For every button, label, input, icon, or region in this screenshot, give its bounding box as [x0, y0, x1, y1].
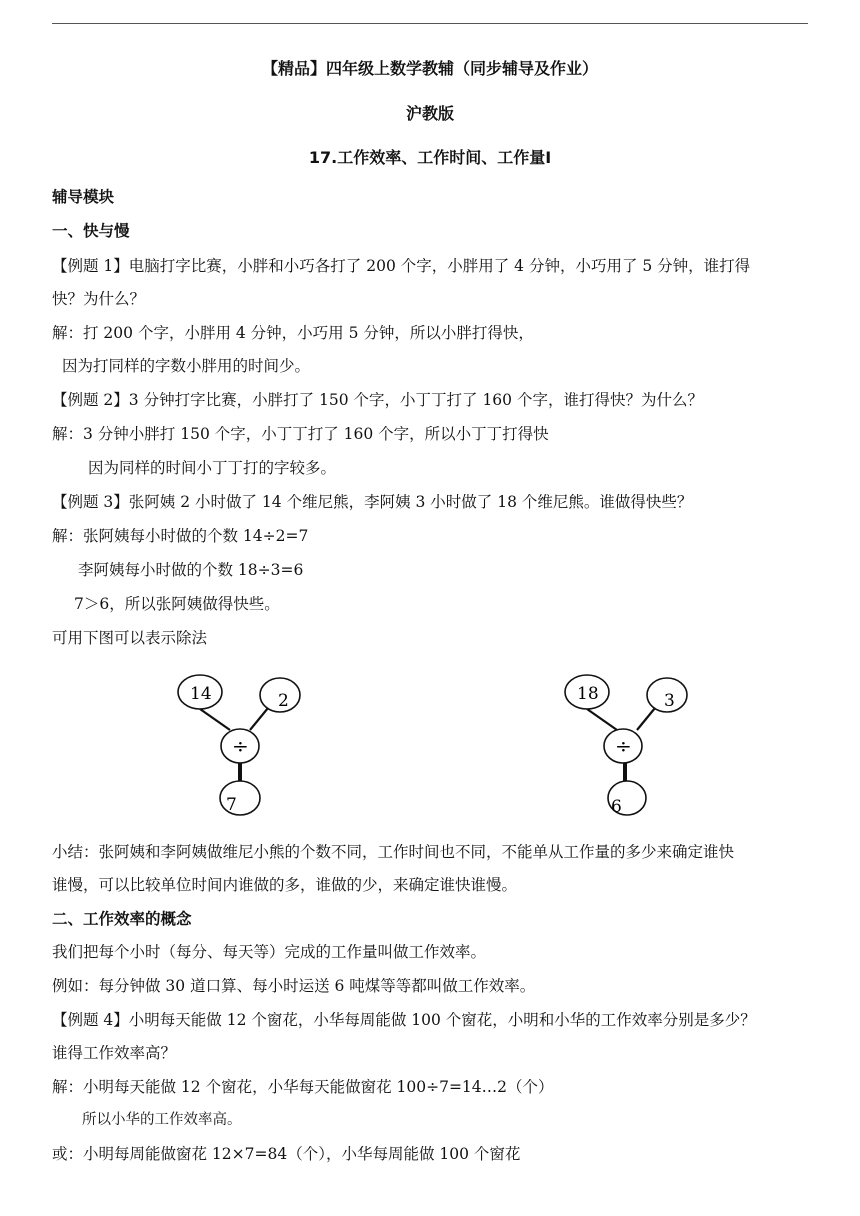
dividend-label: 14 [190, 684, 212, 704]
divisor-label: 2 [278, 691, 289, 711]
example-3-question: 【例题 3】张阿姨 2 小时做了 14 个维尼熊，李阿姨 3 小时做了 18 个维尼熊。谁做得快些？ [52, 493, 693, 511]
example-3-answer-line1: 解：张阿姨每小时做的个数 14÷2=7 [52, 527, 309, 545]
summary-line2: 谁慢，可以比较单位时间内谁做的多，谁做的少，来确定谁快谁慢。 [52, 876, 518, 894]
module-heading: 辅导模块 [52, 188, 115, 206]
example-4-answer-line1: 解：小明每天能做 12 个窗花，小华每天能做窗花 100÷7=14…2（个） [52, 1078, 554, 1096]
example-2-answer-line2: 因为同样的时间小丁丁打的字较多。 [88, 459, 337, 477]
lesson-title: 17.工作效率、工作时间、工作量Ⅰ [308, 148, 552, 167]
divide-sign: ÷ [232, 734, 249, 758]
example-1-question-line2: 快？为什么？ [52, 290, 146, 308]
edition-label: 沪教版 [405, 104, 454, 123]
example-4-answer-line3: 或：小明每周能做窗花 12×7=84（个），小华每周能做 100 个窗花 [52, 1145, 521, 1163]
diagram-intro: 可用下图可以表示除法 [52, 629, 208, 647]
example-2-answer-line1: 解：3 分钟小胖打 150 个字，小丁丁打了 160 个字，所以小丁丁打得快 [52, 425, 549, 443]
divide-sign: ÷ [615, 734, 632, 758]
example-4-question-line1: 【例题 4】小明每天能做 12 个窗花，小华每周能做 100 个窗花，小明和小华的工作效率分别是多少？ [52, 1011, 756, 1029]
example-3-answer-line2: 李阿姨每小时做的个数 18÷3=6 [78, 561, 304, 579]
example-2-question: 【例题 2】3 分钟打字比赛，小胖打了 150 个字，小丁丁打了 160 个字，谁打得快？为什么？ [52, 391, 703, 409]
header-rule [52, 23, 808, 24]
divisor-label: 3 [664, 691, 675, 711]
example-3-answer-line3: 7＞6，所以张阿姨做得快些。 [74, 595, 280, 613]
definition-text: 我们把每个小时（每分、每天等）完成的工作量叫做工作效率。 [52, 943, 487, 961]
summary-line1: 小结：张阿姨和李阿姨做维尼小熊的个数不同，工作时间也不同，不能单从工作量的多少来确定谁快 [52, 843, 735, 861]
result-label: 7 [226, 795, 237, 815]
result-label: 6 [611, 797, 622, 817]
example-1-answer-line2: 因为打同样的字数小胖用的时间少。 [62, 357, 311, 375]
division-diagram-1 [160, 668, 330, 824]
section-heading: 二、工作效率的概念 [52, 910, 192, 928]
example-1-answer-line1: 解：打 200 个字，小胖用 4 分钟，小巧用 5 分钟，所以小胖打得快， [52, 324, 534, 342]
doc-title: 【精品】四年级上数学教辅（同步辅导及作业） [261, 59, 598, 78]
example-text: 例如：每分钟做 30 道口算、每小时运送 6 吨煤等等都叫做工作效率。 [52, 977, 536, 995]
section-heading: 一、快与慢 [52, 222, 130, 240]
example-1-question-line1: 【例题 1】电脑打字比赛，小胖和小巧各打了 200 个字，小胖用了 4 分钟，小巧用了 5 分钟，谁打得 [52, 257, 751, 275]
division-diagram-2 [547, 668, 717, 824]
example-4-answer-line2: 所以小华的工作效率高。 [82, 1112, 242, 1128]
example-4-question-line2: 谁得工作效率高？ [52, 1044, 177, 1062]
dividend-label: 18 [577, 684, 599, 704]
